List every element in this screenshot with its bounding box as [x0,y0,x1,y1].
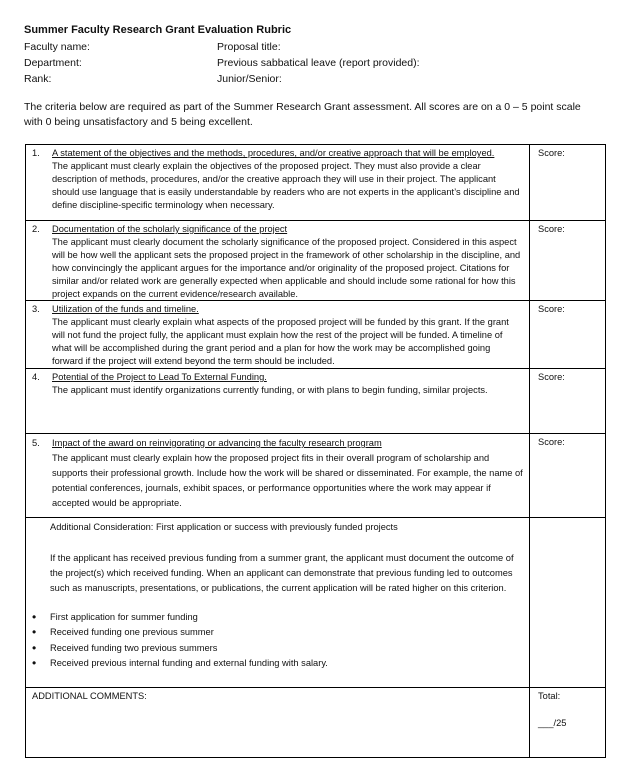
list-item: • Received funding two previous summers [26,641,529,657]
score-cell[interactable] [530,368,606,433]
additional-score-cell[interactable] [530,517,606,687]
criterion-cell [26,368,530,433]
document-title: Summer Faculty Research Grant Evaluation Rubric [24,24,292,36]
criterion-row [26,145,606,221]
score-label: Score: [538,371,565,382]
total-value: ___/25 [538,717,567,728]
rubric-table [25,144,606,758]
criterion-heading: Utilization of the funds and timeline. [52,304,199,315]
criterion-row [26,433,606,517]
sabbatical-label: Previous sabbatical leave (report provided): [217,57,420,69]
faculty-name-label: Faculty name: [24,41,90,53]
criterion-number: 2. [32,224,40,234]
list-item: • Received previous internal funding and external funding with salary. [26,656,529,672]
criterion-number: 3. [32,304,40,315]
criterion-heading: A statement of the objectives and the methods, procedures, and/or creative approach that will be employed. [52,148,495,158]
criterion-number: 4. [32,371,40,382]
proposal-title-label: Proposal title: [217,41,281,53]
criterion-number: 1. [32,148,40,158]
criterion-heading: Documentation of the scholarly significance of the project [52,224,288,234]
criterion-description: The applicant must clearly explain what aspects of the proposed project will be funded by this grant. If the grant will not fund the project fully, the applicant must explain how the rest of the project will be funded. A timeline of what will be accomplished during the grant period and a plan for how the work may be accomplished going forward if the project will extend beyond the term should be included. [52,317,509,367]
criterion-description: The applicant must identify organizations currently funding, or with plans to begin funding, similar projects. [52,384,488,395]
criterion-description: The applicant must clearly explain the objectives of the proposed project. They must also provide a clear description of methods, procedures, and/or the creative approach they will use in their project. The applicant should use language that is easily understandable by readers who are not experts in the applicant’s discipline and define discipline-specific terminology when necessary. [52,160,520,210]
score-cell[interactable] [530,221,606,301]
criterion-cell [26,433,530,517]
additional-consideration-body: If the applicant has received previous funding from a summer grant, the applicant must document the outcome of the project(s) which received funding. When an applicant can demonstrate that previous funding led to outcomes such as manuscripts, presentations, or publications, the current application will be rated higher on this criterion. [50,552,514,593]
junior-senior-label: Junior/Senior: [217,73,282,85]
intro-paragraph: The criteria below are required as part of the Summer Research Grant assessment. All scores are on a 0 – 5 point scale with 0 being unsatisfactory and 5 being excellent. [24,101,581,128]
department-label: Department: [24,57,82,69]
comments-cell[interactable] [26,687,530,757]
criterion-number: 5. [32,437,40,448]
funding-options-list [26,610,529,672]
criterion-cell [26,301,530,369]
score-label: Score: [538,304,565,315]
score-label: Score: [538,224,565,234]
comments-label: ADDITIONAL COMMENTS: [32,690,147,701]
list-item: • Received funding one previous summer [26,625,529,641]
rank-label: Rank: [24,73,52,85]
criterion-cell [26,221,530,301]
comments-row [26,687,606,757]
criterion-heading: Impact of the award on reinvigorating or advancing the faculty research program [52,437,382,448]
criterion-row [26,368,606,433]
criterion-cell [26,145,530,221]
score-cell[interactable] [530,301,606,369]
additional-consideration-cell [26,517,530,687]
criterion-heading: Potential of the Project to Lead To External Funding. [52,371,267,382]
additional-consideration-row [26,517,606,687]
criterion-row [26,221,606,301]
score-label: Score: [538,148,565,158]
criterion-description: The applicant must clearly document the scholarly significance of the proposed project. Considered in this aspect will be how well the applicant sets the proposed project in the framework of other scholarship in the discipline, and how convincingly the applicant argues for the importance and/or originality of the proposed project. Citations for similar and/or related work are generally expected when applicable and should include some rational for how this project expands on the current evidence/research available. [52,236,521,299]
criterion-row [26,301,606,369]
score-label: Score: [538,436,565,447]
total-cell[interactable] [530,687,606,757]
score-cell[interactable] [530,145,606,221]
additional-consideration-title: Additional Consideration: First application or success with previously funded projects [50,521,398,532]
list-item: • First application for summer funding [26,610,529,626]
criterion-description: The applicant must clearly explain how the proposed project fits in their overall program of scholarship and supports their professional growth. Include how the work will be shared or disseminated. For example, the name of potential conferences, journals, exhibit spaces, or performance opportunities where the work may appear if accepted would be appropriate. [52,452,523,508]
total-label: Total: [538,690,561,701]
score-cell[interactable] [530,433,606,517]
